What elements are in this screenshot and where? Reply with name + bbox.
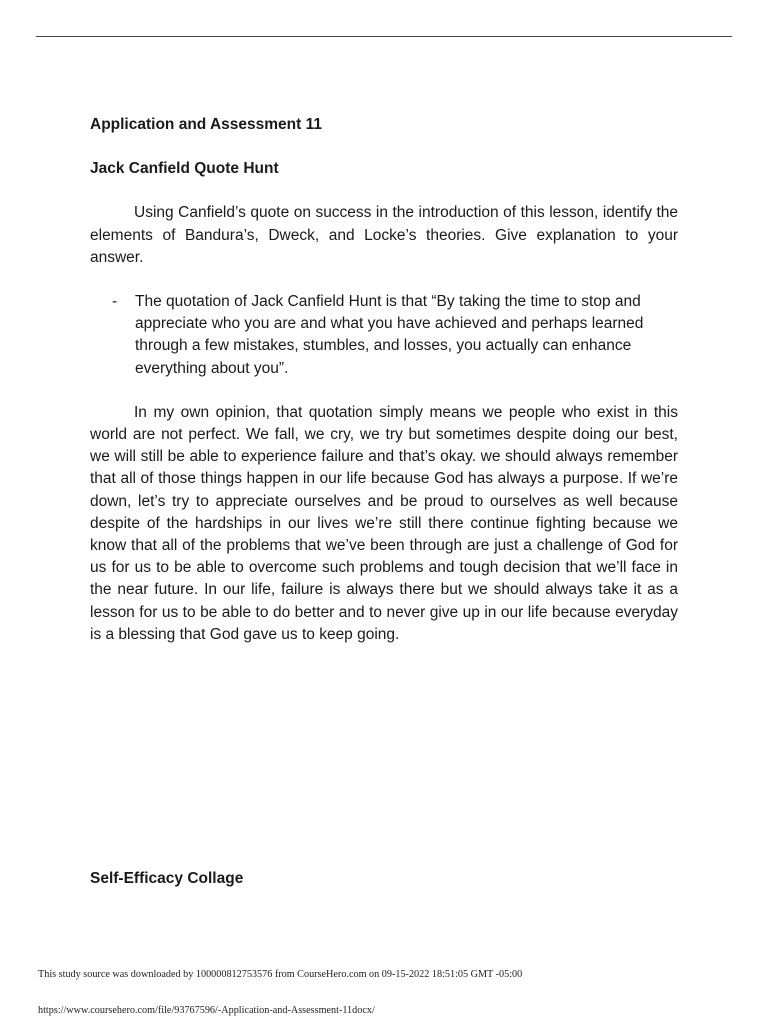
- section-heading-collage: Self-Efficacy Collage: [90, 870, 244, 887]
- top-divider: [36, 36, 732, 37]
- bullet-text: The quotation of Jack Canfield Hunt is that “By taking the time to stop and appreciate who you are and what you have achieved and perhaps learned through a few mistakes, stumbles, and losses, you actually can enhance everything about you”.: [135, 293, 644, 377]
- bullet-list: [90, 291, 678, 380]
- download-source-note: This study source was downloaded by 100000812753576 from CourseHero.com on 09-15-2022 18:51:05 GMT -05:00: [38, 969, 523, 980]
- footer-url-link[interactable]: https://www.coursehero.com/file/93767596/-Application-and-Assessment-11docx/: [38, 1005, 375, 1016]
- section-heading-quote-hunt: Jack Canfield Quote Hunt: [90, 160, 279, 178]
- answer-paragraph: In my own opinion, that quotation simply means we people who exist in this world are not perfect. We fall, we cry, we try but sometimes despite doing our best, we will still be able to experience failure and that’s okay. we should always remember that all of those things happen in our life because God has always a purpose. If we’re down, let’s try to appreciate ourselves and be proud to ourselves as well because despite of the hardships in our lives we’re still there continue fighting because we know that all of the problems that we’ve been through are just a challenge of God for us for us to be able to overcome such problems and tough decision that we’ll face in the near future. In our life, failure is always there but we should always take it as a lesson for us to be able to do better and to never give up in our life because everyday is a blessing that God gave us to keep going.: [90, 403, 678, 643]
- list-item: [90, 291, 678, 380]
- prompt-paragraph: Using Canfield’s quote on success in the introduction of this lesson, identify the elements of Bandura’s, Dweck, and Locke’s theories. Give explanation to your answer.: [90, 204, 678, 266]
- document-title: Application and Assessment 11: [90, 116, 323, 133]
- bullet-marker: -: [112, 293, 118, 311]
- document-body: [90, 114, 678, 646]
